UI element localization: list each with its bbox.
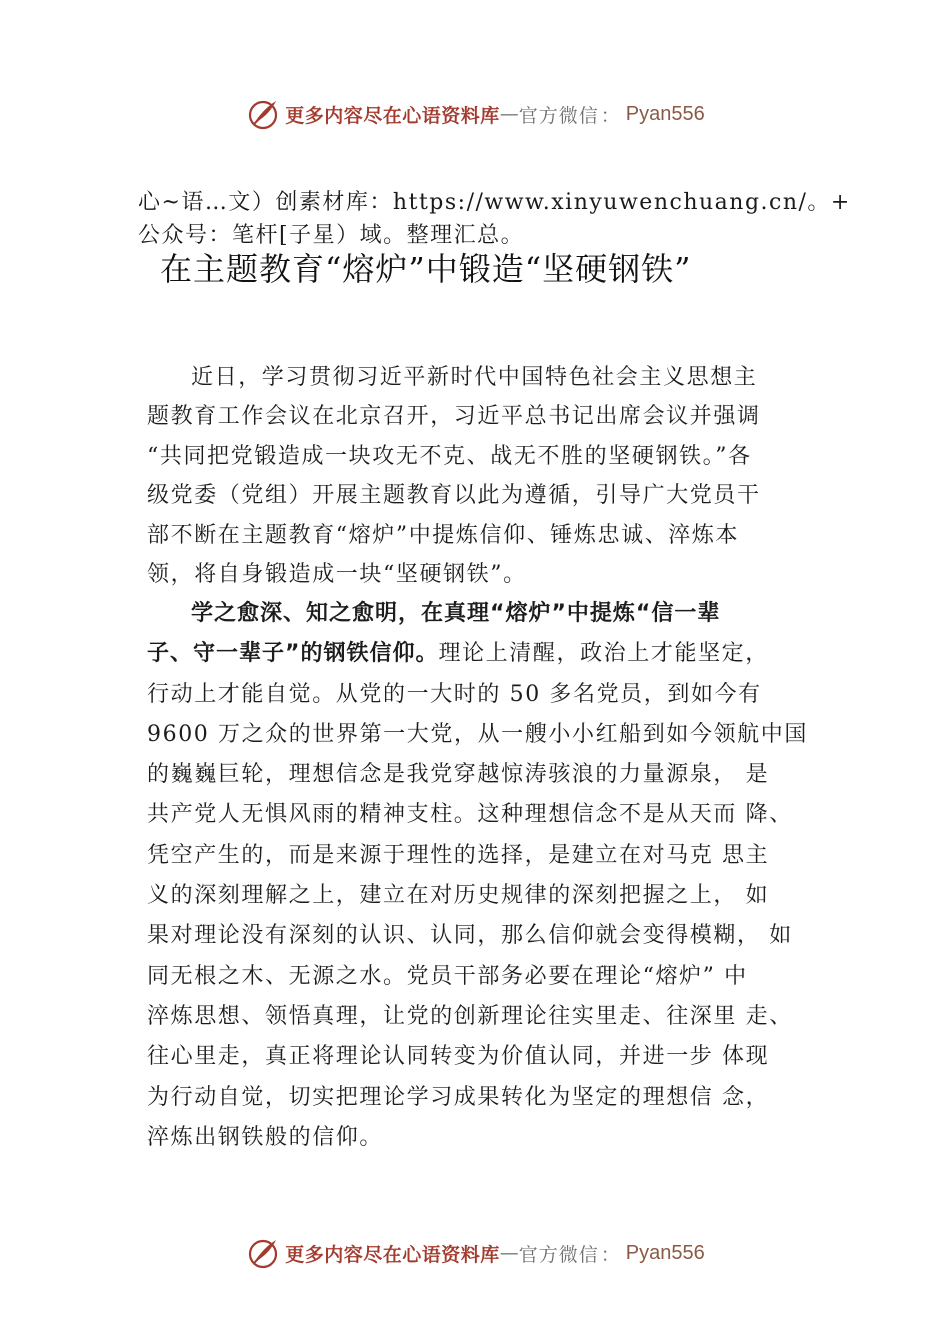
- banner-brand-text: 更多内容尽在心语资料库: [285, 1243, 500, 1266]
- paragraph-1: [147, 358, 847, 594]
- banner-wechat-id: Pyan556: [625, 1241, 705, 1264]
- banner-dash: —: [499, 1242, 519, 1264]
- paragraph-line: 为行动自觉，切实把理论学习成果转化为坚定的理想信 念，: [147, 1084, 770, 1110]
- article-title: 在主题教育“熔炉”中锻造“坚硬钢铁”: [160, 250, 692, 288]
- source-note: [138, 186, 858, 252]
- paragraph-line: 果对理论没有深刻的认识、认同，那么信仰就会变得模糊， 如: [147, 923, 793, 949]
- paragraph-line: 的巍巍巨轮，理想信念是我党穿越惊涛骇浪的力量源泉， 是: [147, 762, 770, 788]
- paragraph-heading-line: 学之愈深、知之愈明，在真理“熔炉”中提炼“信一辈: [191, 601, 721, 626]
- paragraph-line: 级党委（党组）开展主题教育以此为遵循，引导广大党员干: [147, 483, 761, 509]
- paragraph-line: 部不断在主题教育“熔炉”中提炼信仰、锤炼忠诚、淬炼本: [147, 522, 740, 548]
- paragraph-heading-end: 子、守一辈子”的钢铁信仰。: [147, 641, 439, 667]
- paragraph-line: “共同把党锻造成一块攻无不克、战无不胜的坚硬钢铁。”各: [147, 443, 752, 469]
- paragraph-line: 题教育工作会议在北京召开，习近平总书记出席会议并强调: [147, 404, 761, 430]
- banner-colon: ：: [600, 104, 620, 127]
- footer-banner: [0, 1233, 950, 1273]
- banner-dash: —: [499, 103, 519, 125]
- paragraph-line-rest: 理论上清醒，政治上才能坚定，: [438, 641, 769, 667]
- paragraph-line: 淬炼出钢铁般的信仰。: [147, 1124, 384, 1150]
- paragraph-line: 凭空产生的，而是来源于理性的选择，是建立在对马克 思主: [147, 842, 770, 868]
- source-line-1: 心~语…文）创素材库：https://www.xinyuwenchuang.cn/。+: [138, 190, 851, 215]
- banner-colon: ：: [600, 1243, 620, 1266]
- paragraph-line: 义的深刻理解之上，建立在对历史规律的深刻把握之上， 如: [147, 883, 770, 909]
- quill-pen-logo-icon: [245, 1235, 281, 1271]
- source-line-2: 公众号：笔杆[子星）域。整理汇总。: [138, 223, 525, 248]
- paragraph-line: 近日，学习贯彻习近平新时代中国特色社会主义思想主: [191, 365, 758, 390]
- quill-pen-logo-icon: [245, 96, 281, 132]
- paragraph-line: 淬炼思想、领悟真理，让党的创新理论往实里走、往深里 走、: [147, 1003, 793, 1029]
- header-banner: [0, 94, 950, 134]
- paragraph-line: 领，将自身锻造成一块“坚硬钢铁”。: [147, 561, 527, 587]
- paragraph-line-mixed: [147, 634, 847, 674]
- paragraph-line: 9600 万之众的世界第一大党，从一艘小小红船到如今领航中国: [147, 721, 808, 747]
- paragraph-line: 行动上才能自觉。从党的一大时的 50 多名党员，到如今有: [147, 681, 762, 707]
- paragraph-line: 同无根之木、无源之水。党员干部务必要在理论“熔炉” 中: [147, 963, 748, 989]
- banner-official-label: 官方微信: [518, 104, 599, 127]
- paragraph-2: [147, 594, 847, 1158]
- paragraph-line: 共产党人无惧风雨的精神支柱。这种理想信念不是从天而 降、: [147, 802, 793, 828]
- paragraph-line: 往心里走，真正将理论认同转变为价值认同，并进一步 体现: [147, 1044, 770, 1070]
- banner-official-label: 官方微信: [518, 1243, 599, 1266]
- banner-wechat-id: Pyan556: [625, 102, 705, 125]
- banner-brand-text: 更多内容尽在心语资料库: [285, 104, 500, 127]
